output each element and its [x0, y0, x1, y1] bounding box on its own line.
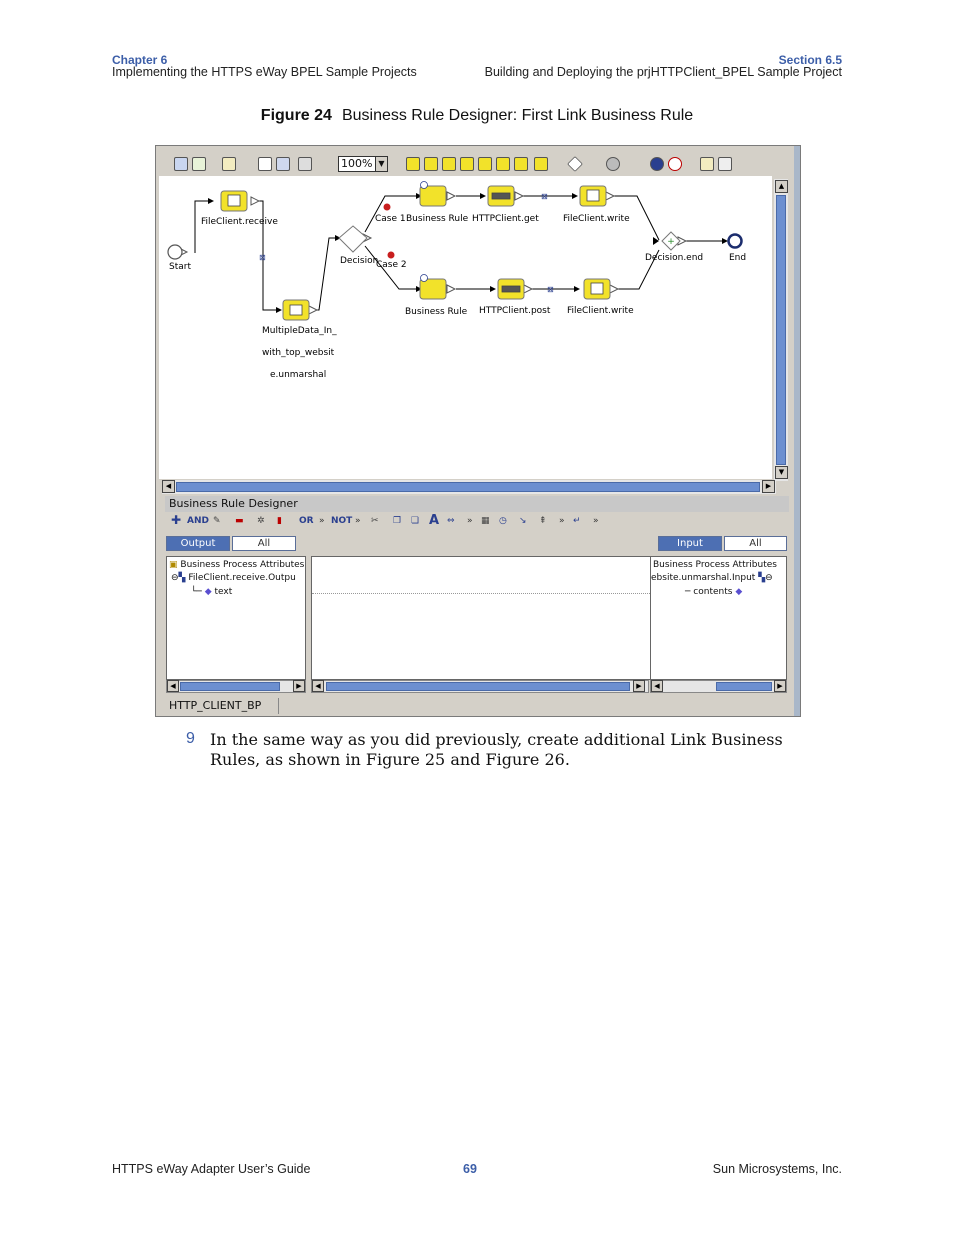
- screenshot-window: [155, 145, 801, 717]
- tree-leaf-right[interactable]: [685, 587, 742, 597]
- brd-toolbar: [165, 513, 789, 531]
- arrow-icon: [606, 192, 614, 200]
- tab-http-client-bp-label: HTTP_CLIENT_BP: [169, 699, 262, 712]
- equals-icon[interactable]: ▬: [235, 516, 244, 526]
- tab-output[interactable]: Output: [166, 536, 230, 551]
- start-event-icon[interactable]: [168, 245, 182, 259]
- node-label-file-write-bottom: FileClient.write: [567, 306, 634, 316]
- scroll-left-icon[interactable]: ◀: [167, 680, 179, 692]
- link-start-receive: [195, 201, 213, 253]
- footer-page-number: 69: [463, 1162, 477, 1176]
- event-icon[interactable]: [606, 157, 620, 171]
- case2-label: Case 2: [376, 260, 407, 270]
- footer-company: Sun Microsystems, Inc.: [712, 1162, 842, 1176]
- plus-icon: +: [667, 237, 675, 247]
- node-glyphs: [228, 182, 603, 316]
- scroll-right-icon[interactable]: ▶: [774, 680, 786, 692]
- split-icon[interactable]: ⇞: [539, 516, 547, 526]
- properties-icon[interactable]: [276, 157, 290, 171]
- folder-icon: ▣: [169, 560, 178, 570]
- link-rule-icon[interactable]: ⊠: [259, 253, 266, 262]
- input-tree-panel: [650, 556, 787, 680]
- canvas-vertical-thumb[interactable]: [776, 195, 786, 465]
- arrow-icon: [524, 285, 532, 293]
- tree-leaf-right-label: contents: [693, 587, 733, 597]
- link-rule-icon[interactable]: ⊠: [541, 192, 548, 201]
- assign-icon[interactable]: [478, 157, 492, 171]
- tree-child-left-label: FileClient.receive.Outpu: [188, 573, 296, 583]
- tree-root-left[interactable]: [169, 560, 304, 570]
- terminate-icon[interactable]: [668, 157, 682, 171]
- print-icon[interactable]: [298, 157, 312, 171]
- add-icon[interactable]: ✚: [171, 513, 182, 527]
- invoke-icon[interactable]: [460, 157, 474, 171]
- throw-icon[interactable]: [514, 157, 528, 171]
- chevron-down-icon[interactable]: ▼: [375, 156, 388, 172]
- tab-all-right[interactable]: All: [724, 536, 787, 551]
- asterisk-icon[interactable]: ✲: [257, 516, 265, 526]
- header-section-title: Building and Deploying the prjHTTPClient_BPEL Sample Project: [484, 65, 842, 79]
- tab-input[interactable]: Input: [658, 536, 722, 551]
- receive-icon[interactable]: [424, 157, 438, 171]
- message-icon: ▚: [178, 573, 186, 583]
- calendar-icon[interactable]: ▦: [481, 516, 490, 526]
- copy-icon[interactable]: ❐: [393, 516, 402, 526]
- node-label-decision: Decision: [340, 256, 379, 266]
- header-section-label: Section 6.5: [778, 53, 842, 67]
- paste-icon[interactable]: ❏: [411, 516, 420, 526]
- link-rule-icon[interactable]: ⊠: [547, 285, 554, 294]
- node-label-file-write-top: FileClient.write: [563, 214, 630, 224]
- return-icon[interactable]: ↵: [573, 516, 581, 526]
- tree-child-right[interactable]: [651, 573, 773, 583]
- tree-line-icon: ─: [685, 587, 691, 597]
- node-label-end: End: [729, 253, 747, 263]
- arrow-icon: [610, 285, 618, 293]
- arrow-icon: [447, 192, 455, 200]
- expand-icon: ⊖: [171, 573, 179, 583]
- more-icon[interactable]: »: [355, 516, 361, 526]
- tree-leaf-left-label: text: [214, 587, 233, 597]
- case1-label: Case 1: [375, 214, 406, 224]
- scroll-up-icon[interactable]: ▲: [775, 180, 788, 193]
- not-button[interactable]: NOT: [331, 516, 353, 526]
- more-icon[interactable]: »: [559, 516, 565, 526]
- node-label-http-post: HTTPClient.post: [479, 306, 551, 316]
- arrow-icon: [251, 197, 259, 205]
- header-chapter-title: Implementing the HTTPS eWay BPEL Sample Projects: [112, 65, 417, 79]
- mapping-panel-thumb[interactable]: [326, 682, 630, 691]
- business-rule-top-node-icon[interactable]: [420, 186, 446, 206]
- node-label-unmarshal-3: e.unmarshal: [270, 370, 327, 380]
- reply-icon[interactable]: [442, 157, 456, 171]
- scroll-left-icon[interactable]: ◀: [312, 680, 324, 692]
- expand-icon: ⊖: [765, 573, 773, 583]
- scissors-icon[interactable]: ✂: [371, 516, 379, 526]
- process-diagram: [159, 176, 772, 479]
- tab-all-left[interactable]: All: [232, 536, 296, 551]
- refresh-icon[interactable]: [222, 157, 236, 171]
- node-label-file-receive: FileClient.receive: [201, 217, 278, 227]
- tree-leaf-left[interactable]: [191, 587, 232, 597]
- or-button[interactable]: OR: [299, 516, 314, 526]
- tree-line-icon: └─: [191, 587, 202, 597]
- figure-title: Business Rule Designer: First Link Business Rule: [341, 107, 694, 124]
- tree-root-right[interactable]: [653, 560, 777, 570]
- arrow-icon: [309, 306, 317, 314]
- more-icon[interactable]: »: [319, 516, 325, 526]
- output-panel-thumb[interactable]: [180, 682, 280, 691]
- step-number: 9: [186, 730, 195, 747]
- input-panel-thumb[interactable]: [716, 682, 772, 691]
- window-right-border: [794, 146, 800, 716]
- compensate-icon[interactable]: [534, 157, 548, 171]
- tree-root-right-label: Business Process Attributes: [653, 560, 777, 570]
- decision-node-icon[interactable]: [339, 226, 367, 252]
- brd-title: Business Rule Designer: [169, 497, 298, 510]
- process-canvas[interactable]: [159, 176, 772, 479]
- link-unmarshal-decision: [309, 238, 340, 310]
- node-label-unmarshal-1: MultipleData_In_: [262, 326, 337, 336]
- scroll-right-icon[interactable]: ▶: [762, 480, 775, 493]
- decision-icon[interactable]: [567, 156, 583, 172]
- number-icon[interactable]: ↘: [519, 516, 527, 526]
- tree-child-right-label: ebsite.unmarshal.Input: [651, 573, 756, 583]
- clock-icon[interactable]: ◷: [499, 516, 507, 526]
- mapping-line: [312, 593, 650, 594]
- activity-icon[interactable]: [406, 157, 420, 171]
- scroll-left-icon[interactable]: ◀: [162, 480, 175, 493]
- select-mode-icon[interactable]: [174, 157, 188, 171]
- not-equals-icon[interactable]: ▮: [277, 516, 282, 526]
- end-event-icon[interactable]: [729, 235, 742, 248]
- pencil-icon[interactable]: ✎: [213, 516, 221, 526]
- output-tree-panel: [166, 556, 306, 680]
- main-toolbar: [162, 152, 788, 178]
- case2-marker-icon: [388, 252, 395, 259]
- mapping-panel[interactable]: [311, 556, 651, 680]
- scroll-right-icon[interactable]: ▶: [633, 680, 645, 692]
- case1-marker-icon: [384, 204, 391, 211]
- text-icon[interactable]: A: [429, 513, 440, 528]
- node-label-http-get: HTTPClient.get: [472, 214, 539, 224]
- scroll-left-icon[interactable]: ◀: [651, 680, 663, 692]
- header-chapter-label: Chapter 6: [112, 53, 168, 67]
- canvas-horizontal-thumb[interactable]: [176, 482, 760, 492]
- scope-icon[interactable]: [700, 157, 714, 171]
- element-diamond-icon: ◆: [735, 587, 743, 597]
- timer-icon[interactable]: [650, 157, 664, 171]
- node-label-br-top: Business Rule: [406, 214, 469, 224]
- element-diamond-icon: ◆: [204, 587, 212, 597]
- flow-icon[interactable]: [718, 157, 732, 171]
- arrow-icon: [515, 192, 523, 200]
- node-label-unmarshal-2: with_top_websit: [262, 348, 335, 358]
- node-label-start: Start: [169, 262, 191, 272]
- activity-nodes: [221, 186, 610, 320]
- more-icon[interactable]: »: [467, 516, 473, 526]
- tree-root-left-label: Business Process Attributes: [180, 560, 305, 570]
- more-icon[interactable]: »: [593, 516, 599, 526]
- scroll-right-icon[interactable]: ▶: [293, 680, 305, 692]
- code-view-icon[interactable]: [192, 157, 206, 171]
- figure-caption: [0, 107, 954, 125]
- business-rule-bottom-node-icon[interactable]: [420, 279, 446, 299]
- node-label-decision-end: Decision.end: [645, 253, 704, 263]
- message-icon: ▚: [758, 573, 766, 583]
- scroll-down-icon[interactable]: ▼: [775, 466, 788, 479]
- and-button[interactable]: AND: [187, 516, 209, 526]
- brd-title-bar: [165, 496, 789, 512]
- step-text: In the same way as you did previously, create additional Link Business Rules, as shown in Figure 25 and Figure 26.: [210, 730, 783, 769]
- tab-http-client-bp[interactable]: [165, 698, 279, 714]
- bottom-tab-bar: [165, 698, 787, 714]
- link-icon[interactable]: ⇔: [447, 516, 455, 526]
- wait-icon[interactable]: [496, 157, 510, 171]
- footer-guide-title: HTTPS eWay Adapter User’s Guide: [112, 1162, 311, 1176]
- figure-label: Figure 24: [260, 107, 332, 124]
- tree-child-left[interactable]: [171, 573, 296, 583]
- zoom-value: 100%: [341, 157, 373, 170]
- validate-icon[interactable]: [258, 157, 272, 171]
- node-label-br-bottom: Business Rule: [405, 307, 468, 317]
- arrow-icon: [447, 285, 455, 293]
